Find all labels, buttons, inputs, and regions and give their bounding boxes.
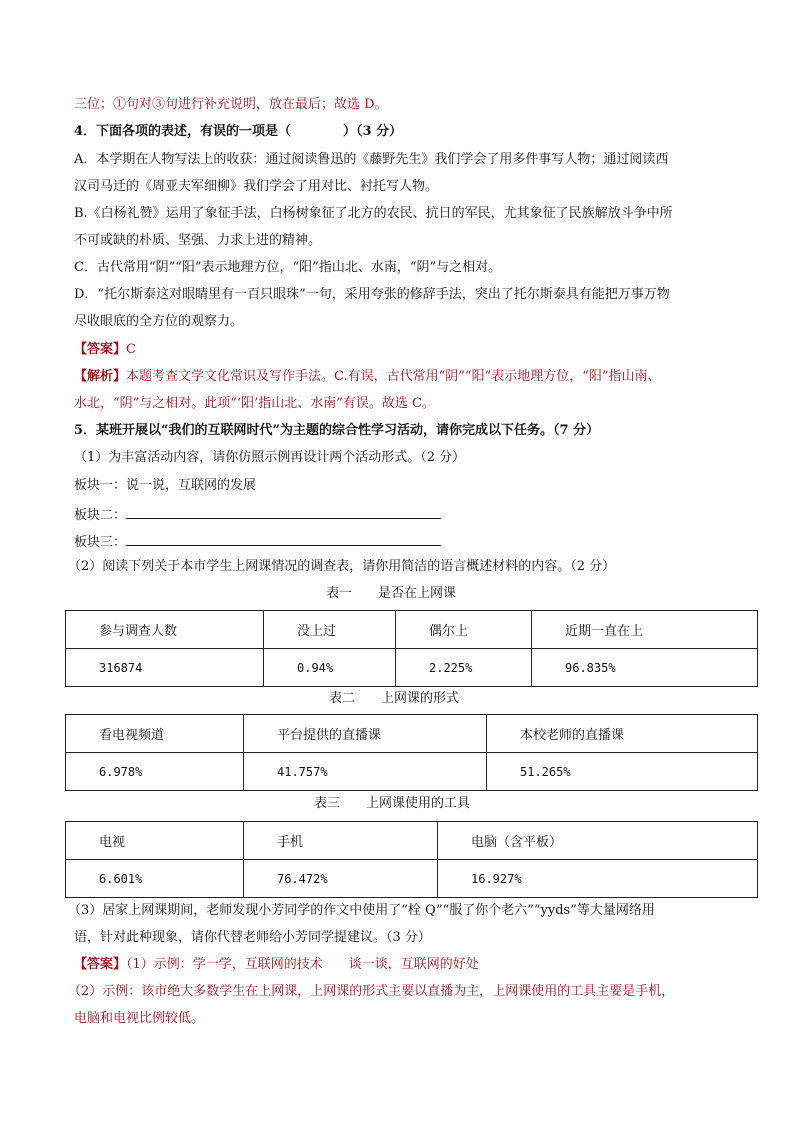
table-header-cell: 没上过 [264, 611, 396, 649]
table-cell: 6.601% [66, 860, 244, 898]
q4-option-b-line2: 不可或缺的朴质、坚强、力求上进的精神。 [74, 233, 322, 248]
table-cell: 41.757% [244, 753, 487, 791]
table-row [66, 822, 758, 860]
q4-option-c: C．古代常用“阴”“阳”表示地理方位，“阳”指山北、水南，“阴”与之相对。 [74, 260, 502, 275]
q4-answer [74, 341, 136, 359]
q5-answer-line3: 电脑和电视比例较低。 [74, 1011, 205, 1026]
table-row [66, 649, 758, 687]
q5-part3-line1: （3）居家上网课期间，老师发现小芳同学的作文中使用了“栓 Q”“服了你个老六”“yyds”等大量网络用 [68, 903, 655, 918]
table-row [66, 611, 758, 649]
table2-caption: 表二 上网课的形式 [329, 691, 460, 706]
q5-part2: （2）阅读下列关于本市学生上网课情况的调查表，请你用简洁的语言概述材料的内容。（2 分） [68, 559, 616, 574]
table-header-cell: 电脑（含平板） [438, 822, 758, 860]
table-header-cell: 参与调查人数 [66, 611, 264, 649]
answer-label: 【答案】 [74, 957, 127, 972]
q5-part3-line2: 语，针对此种现象，请你代替老师给小芳同学提建议。（3 分） [74, 930, 431, 945]
table-cell: 51.265% [487, 753, 758, 791]
table-cell: 16.927% [438, 860, 758, 898]
table1-caption: 表一 是否在上网课 [326, 586, 457, 601]
table-row [66, 860, 758, 898]
q5-block2 [74, 504, 441, 525]
table-cell: 76.472% [244, 860, 438, 898]
table3-caption: 表三 上网课使用的工具 [314, 796, 471, 811]
block2-label: 板块二： [74, 508, 127, 523]
answer-value: C [126, 342, 136, 357]
table-header-cell: 平台提供的直播课 [244, 715, 487, 753]
table-cell: 316874 [66, 649, 264, 687]
q4-option-d-line2: 尽收眼底的全方位的观察力。 [74, 314, 244, 329]
table1 [65, 610, 758, 687]
analysis-text: 本题考查文学文化常识及写作手法。C.有误，古代常用“阴”“阳”表示地理方位，“阳”指山南、 [126, 369, 661, 384]
q4-option-a-line2: 汉司马迁的《周亚夫军细柳》我们学会了用对比、衬托写人物。 [74, 179, 439, 194]
analysis-label: 【解析】 [74, 369, 127, 384]
table-header-cell: 偶尔上 [396, 611, 532, 649]
table-header-cell: 看电视频道 [66, 715, 244, 753]
table-header-cell: 手机 [244, 822, 438, 860]
table-header-cell: 近期一直在上 [532, 611, 758, 649]
answer-text: （1）示例：学一学，互联网的技术 谈一谈，互联网的好处 [126, 957, 479, 972]
block2-answer-blank[interactable] [126, 504, 441, 519]
table-row [66, 715, 758, 753]
table-cell: 2.225% [396, 649, 532, 687]
answer-label: 【答案】 [74, 342, 127, 357]
q4-analysis-line2: 水北，“阴”与之相对。此项“‘阳’指山北、水南”有误。故选 C。 [74, 396, 435, 411]
q5-block1: 板块一：说一说，互联网的发展 [74, 478, 257, 493]
prev-analysis-tail: 三位；①句对③句进行补充说明，放在最后；故选 D。 [74, 97, 388, 112]
table-header-cell: 本校老师的直播课 [487, 715, 758, 753]
table-cell: 6.978% [66, 753, 244, 791]
q5-stem: 5．某班开展以“我们的互联网时代”为主题的综合性学习活动，请你完成以下任务。（7 分） [74, 423, 600, 438]
q5-part1: （1）为丰富活动内容，请你仿照示例再设计两个活动形式。（2 分） [74, 450, 466, 465]
table-row [66, 753, 758, 791]
q4-analysis-line1 [74, 368, 661, 386]
table3 [65, 821, 758, 898]
block3-answer-blank[interactable] [126, 531, 441, 546]
q4-option-b-line1: B.《白杨礼赞》运用了象征手法，白杨树象征了北方的农民、抗日的军民，尤其象征了民族解放斗争中所 [74, 206, 673, 221]
table-cell: 96.835% [532, 649, 758, 687]
table2 [65, 714, 758, 791]
table-cell: 0.94% [264, 649, 396, 687]
q4-stem: 4．下面各项的表述，有误的一项是（ ）（3 分） [74, 124, 403, 139]
q5-answer-line2: （2）示例：该市绝大多数学生在上网课，上网课的形式主要以直播为主，上网课使用的工具主要是手机， [68, 984, 675, 999]
block3-label: 板块三： [74, 535, 127, 550]
q4-option-d-line1: D．“托尔斯泰这对眼睛里有一百只眼珠”一句，采用夸张的修辞手法，突出了托尔斯泰具有能把万事万物 [74, 287, 670, 302]
table-header-cell: 电视 [66, 822, 244, 860]
q5-answer-line1 [74, 956, 479, 974]
q5-block3 [74, 531, 441, 552]
q4-option-a-line1: A．本学期在人物写法上的收获：通过阅读鲁迅的《藤野先生》我们学会了用多件事写人物；通过阅读西 [74, 152, 669, 167]
